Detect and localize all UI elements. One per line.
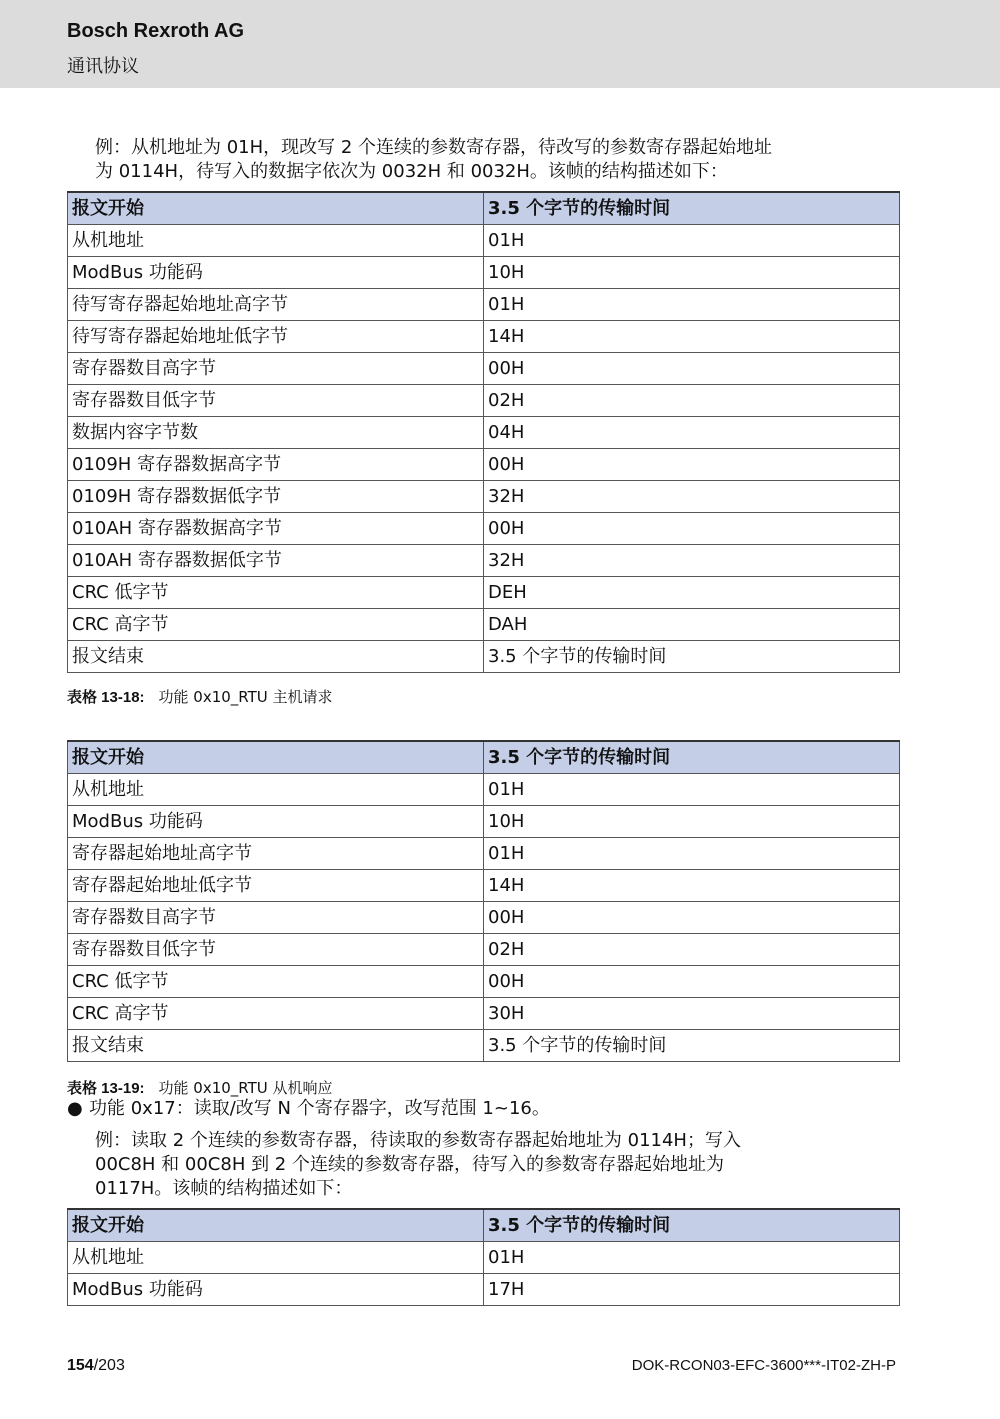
field-value-cell: 01H: [484, 838, 900, 870]
table-row: [68, 481, 900, 513]
table-row: [68, 609, 900, 641]
table-row: [68, 934, 900, 966]
field-value-cell: DAH: [484, 609, 900, 641]
table-row: [68, 513, 900, 545]
example-paragraph: [95, 1129, 899, 1201]
page-header: [0, 0, 1000, 88]
table-header-row: [68, 741, 900, 774]
caption-number: 表格 13-19:: [67, 1080, 145, 1097]
field-name-cell: 0109H 寄存器数据低字节: [68, 481, 484, 513]
field-name-cell: CRC 高字节: [68, 998, 484, 1030]
header-field-cell: 报文开始: [68, 192, 484, 225]
table-row: [68, 966, 900, 998]
table-row: [68, 838, 900, 870]
field-name-cell: CRC 低字节: [68, 577, 484, 609]
header-value-cell: 3.5 个字节的传输时间: [484, 741, 900, 774]
bullet-text: 功能 0x17：读取/改写 N 个寄存器字，改写范围 1~16。: [89, 1098, 550, 1119]
field-value-cell: 04H: [484, 417, 900, 449]
table-caption-13-19: [67, 1077, 333, 1098]
field-name-cell: 寄存器数目高字节: [68, 353, 484, 385]
table-row: [68, 577, 900, 609]
table-0x10-request: [67, 191, 900, 673]
field-name-cell: 从机地址: [68, 774, 484, 806]
field-name-cell: 0109H 寄存器数据高字节: [68, 449, 484, 481]
table-row: [68, 545, 900, 577]
field-value-cell: 10H: [484, 257, 900, 289]
intro-line-2: 为 0114H，待写入的数据字依次为 0032H 和 0032H。该帧的结构描述如下：: [95, 161, 728, 182]
field-name-cell: ModBus 功能码: [68, 1274, 484, 1306]
example-line-1: 例：读取 2 个连续的参数寄存器，待读取的参数寄存器起始地址为 0114H；写入: [95, 1130, 741, 1151]
table-header-row: [68, 192, 900, 225]
table-row: [68, 1242, 900, 1274]
field-name-cell: CRC 低字节: [68, 966, 484, 998]
page-total: /203: [93, 1357, 125, 1374]
field-name-cell: 寄存器数目低字节: [68, 934, 484, 966]
table-header-row: [68, 1209, 900, 1242]
header-field-cell: 报文开始: [68, 741, 484, 774]
field-value-cell: 17H: [484, 1274, 900, 1306]
table-row: [68, 774, 900, 806]
section-subtitle: 通讯协议: [67, 56, 139, 77]
company-name: Bosch Rexroth AG: [67, 20, 245, 42]
intro-paragraph: [95, 136, 899, 184]
table-0x10-response: [67, 740, 900, 1062]
field-name-cell: 010AH 寄存器数据低字节: [68, 545, 484, 577]
field-value-cell: 00H: [484, 449, 900, 481]
example-line-3: 0117H。该帧的结构描述如下：: [95, 1178, 353, 1199]
table-row: [68, 1274, 900, 1306]
table-row: [68, 417, 900, 449]
field-name-cell: CRC 高字节: [68, 609, 484, 641]
header-value-cell: 3.5 个字节的传输时间: [484, 192, 900, 225]
field-value-cell: 01H: [484, 225, 900, 257]
page-number: [67, 1357, 125, 1375]
header-field-cell: 报文开始: [68, 1209, 484, 1242]
field-name-cell: 寄存器数目低字节: [68, 385, 484, 417]
field-value-cell: 01H: [484, 289, 900, 321]
table-row: [68, 321, 900, 353]
caption-text: 功能 0x10_RTU 从机响应: [158, 1079, 333, 1097]
field-value-cell: 10H: [484, 806, 900, 838]
field-name-cell: 报文结束: [68, 1030, 484, 1062]
table-row: [68, 385, 900, 417]
field-value-cell: 32H: [484, 545, 900, 577]
field-value-cell: 01H: [484, 1242, 900, 1274]
field-value-cell: 01H: [484, 774, 900, 806]
table-row: [68, 225, 900, 257]
field-value-cell: 14H: [484, 870, 900, 902]
field-name-cell: ModBus 功能码: [68, 806, 484, 838]
table-row: [68, 449, 900, 481]
field-value-cell: 14H: [484, 321, 900, 353]
page-current: 154: [67, 1357, 94, 1374]
table-row: [68, 806, 900, 838]
field-value-cell: DEH: [484, 577, 900, 609]
table-row: [68, 257, 900, 289]
caption-text: 功能 0x10_RTU 主机请求: [158, 688, 333, 706]
table-row: [68, 870, 900, 902]
field-value-cell: 30H: [484, 998, 900, 1030]
field-name-cell: ModBus 功能码: [68, 257, 484, 289]
table-0x17-request: [67, 1208, 900, 1306]
table-row: [68, 289, 900, 321]
table-row: [68, 998, 900, 1030]
field-name-cell: 寄存器起始地址低字节: [68, 870, 484, 902]
header-value-cell: 3.5 个字节的传输时间: [484, 1209, 900, 1242]
field-value-cell: 00H: [484, 513, 900, 545]
table-row: [68, 1030, 900, 1062]
bullet-item-function-0x17: [67, 1097, 550, 1121]
field-name-cell: 寄存器数目高字节: [68, 902, 484, 934]
field-value-cell: 00H: [484, 353, 900, 385]
field-value-cell: 02H: [484, 934, 900, 966]
table-row: [68, 902, 900, 934]
field-value-cell: 3.5 个字节的传输时间: [484, 1030, 900, 1062]
bullet-dot-icon: ●: [67, 1098, 83, 1119]
field-value-cell: 02H: [484, 385, 900, 417]
document-id: DOK-RCON03-EFC-3600***-IT02-ZH-P: [631, 1357, 896, 1374]
field-name-cell: 数据内容字节数: [68, 417, 484, 449]
example-line-2: 00C8H 和 00C8H 到 2 个连续的参数寄存器，待写入的参数寄存器起始地址为: [95, 1154, 724, 1175]
field-value-cell: 3.5 个字节的传输时间: [484, 641, 900, 673]
field-name-cell: 从机地址: [68, 1242, 484, 1274]
field-value-cell: 00H: [484, 966, 900, 998]
caption-number: 表格 13-18:: [67, 689, 145, 706]
intro-line-1: 例：从机地址为 01H，现改写 2 个连续的参数寄存器，待改写的参数寄存器起始地址: [95, 137, 773, 158]
field-name-cell: 报文结束: [68, 641, 484, 673]
table-row: [68, 641, 900, 673]
field-name-cell: 从机地址: [68, 225, 484, 257]
field-value-cell: 32H: [484, 481, 900, 513]
field-value-cell: 00H: [484, 902, 900, 934]
field-name-cell: 待写寄存器起始地址低字节: [68, 321, 484, 353]
field-name-cell: 寄存器起始地址高字节: [68, 838, 484, 870]
field-name-cell: 待写寄存器起始地址高字节: [68, 289, 484, 321]
table-caption-13-18: [67, 686, 333, 707]
table-row: [68, 353, 900, 385]
field-name-cell: 010AH 寄存器数据高字节: [68, 513, 484, 545]
